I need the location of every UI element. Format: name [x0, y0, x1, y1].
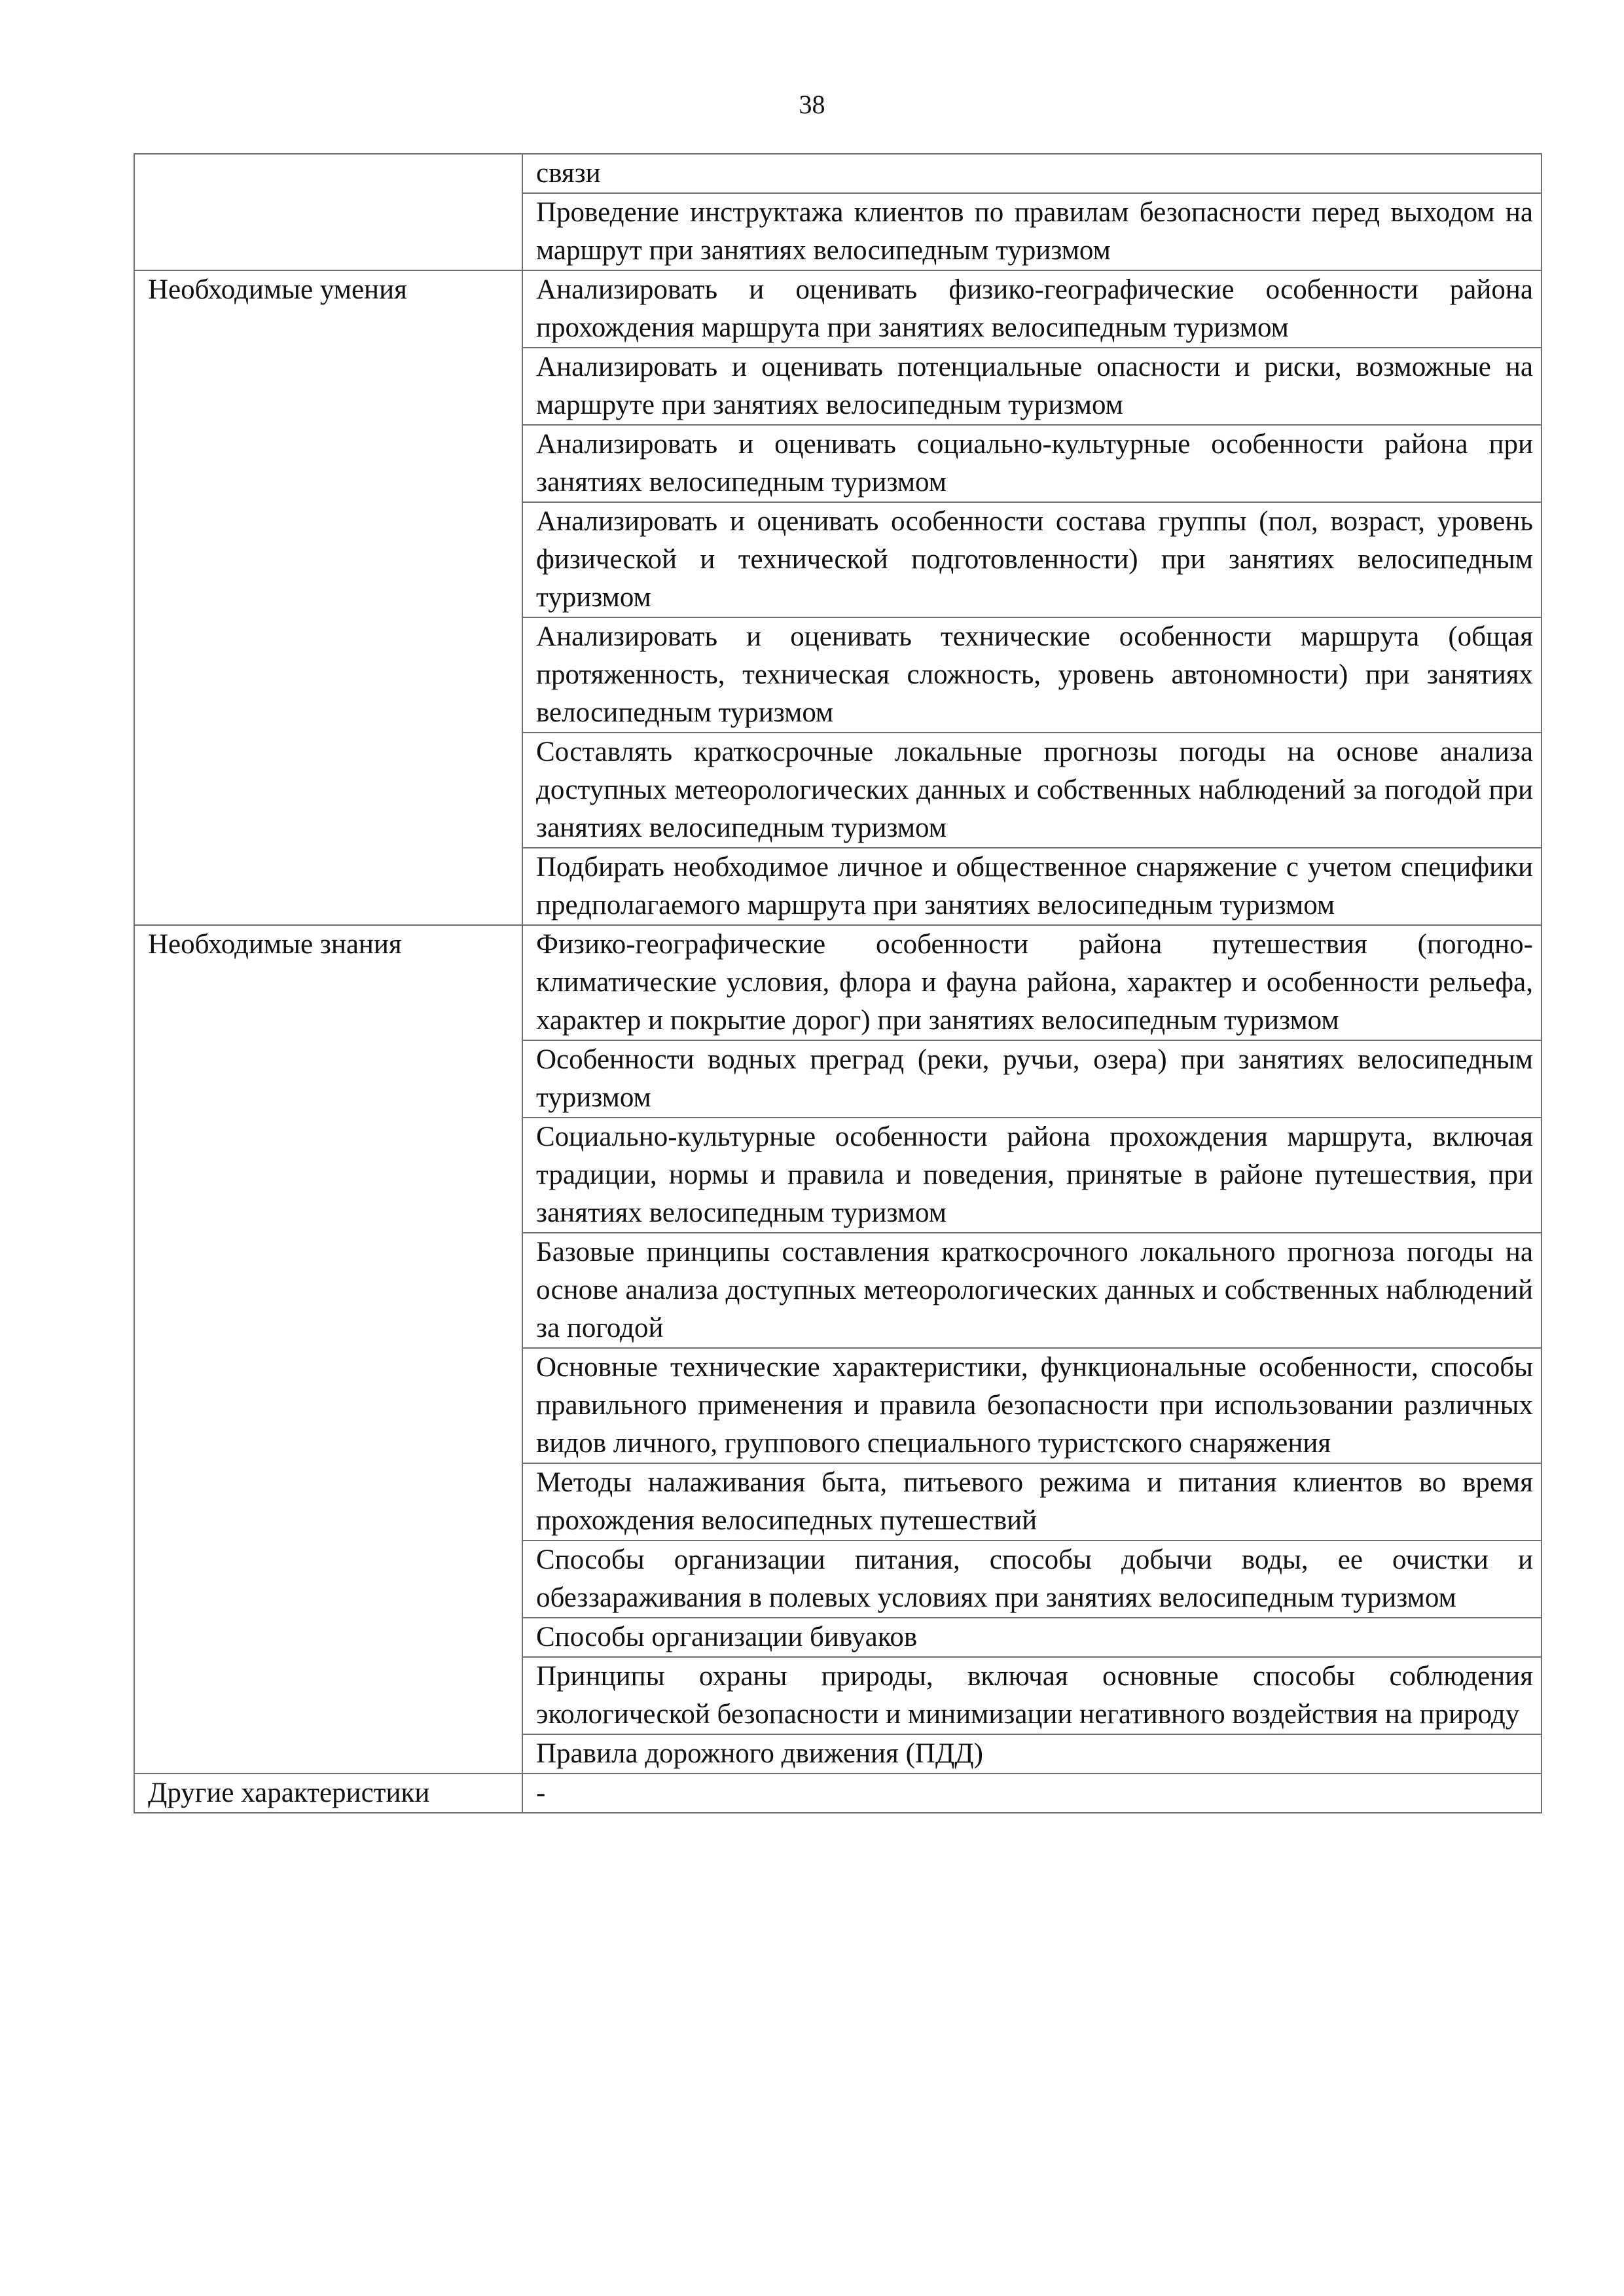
table-cell: Анализировать и оценивать потенциальные опасности и риски, возможные на маршруте при занятиях велосипедным туризмом [522, 348, 1542, 425]
row-label-skills: Необходимые умения [134, 270, 522, 925]
table-cell: Базовые принципы составления краткосрочного локального прогноза погоды на основе анализа доступных метеорологических данных и собственных наблюдений за погодой [522, 1233, 1542, 1348]
table-row [134, 154, 1542, 193]
table-cell: Анализировать и оценивать социально-культурные особенности района при занятиях велосипедным туризмом [522, 425, 1542, 502]
table-cell: Подбирать необходимое личное и общественное снаряжение с учетом специфики предполагаемого маршрута при занятиях велосипедным туризмом [522, 848, 1542, 925]
table-row [134, 1774, 1542, 1813]
table-cell: Проведение инструктажа клиентов по правилам безопасности перед выходом на маршрут при занятиях велосипедным туризмом [522, 193, 1542, 270]
table-cell: связи [522, 154, 1542, 193]
table-cell: Способы организации питания, способы добычи воды, ее очистки и обеззараживания в полевых условиях при занятиях велосипедным туризмом [522, 1540, 1542, 1618]
table-row [134, 925, 1542, 1040]
table-cell: Физико-географические особенности района путешествия (погодно-климатические условия, флора и фауна района, характер и особенности рельефа, характер и покрытие дорог) при занятиях велосипедным туризмом [522, 925, 1542, 1040]
table-cell: Принципы охраны природы, включая основные способы соблюдения экологической безопасности и минимизации негативного воздействия на природу [522, 1657, 1542, 1734]
table-cell: Анализировать и оценивать особенности состава группы (пол, возраст, уровень физической и технической подготовленности) при занятиях велосипедным туризмом [522, 502, 1542, 617]
table-cell: Способы организации бивуаков [522, 1618, 1542, 1657]
page-number: 38 [799, 90, 825, 119]
table-cell: - [522, 1774, 1542, 1813]
table-cell: Основные технические характеристики, функциональные особенности, способы правильного применения и правила безопасности при использовании различных видов личного, группового специального туристского снаряжения [522, 1348, 1542, 1463]
row-label-knowledge: Необходимые знания [134, 925, 522, 1774]
labor-functions-table [134, 153, 1542, 1813]
row-label-empty [134, 154, 522, 270]
table-cell: Особенности водных преград (реки, ручьи, озера) при занятиях велосипедным туризмом [522, 1040, 1542, 1118]
table-cell: Составлять краткосрочные локальные прогнозы погоды на основе анализа доступных метеорологических данных и собственных наблюдений за погодой при занятиях велосипедным туризмом [522, 733, 1542, 848]
table-cell: Анализировать и оценивать физико-географические особенности района прохождения маршрута при занятиях велосипедным туризмом [522, 270, 1542, 348]
table-row [134, 270, 1542, 348]
table-cell: Методы налаживания быта, питьевого режима и питания клиентов во время прохождения велосипедных путешествий [522, 1463, 1542, 1540]
table-cell: Правила дорожного движения (ПДД) [522, 1734, 1542, 1774]
row-label-other: Другие характеристики [134, 1774, 522, 1813]
table-cell: Социально-культурные особенности района прохождения маршрута, включая традиции, нормы и правила и поведения, принятые в районе путешествия, при занятиях велосипедным туризмом [522, 1118, 1542, 1233]
table-cell: Анализировать и оценивать технические особенности маршрута (общая протяженность, техническая сложность, уровень автономности) при занятиях велосипедным туризмом [522, 617, 1542, 733]
